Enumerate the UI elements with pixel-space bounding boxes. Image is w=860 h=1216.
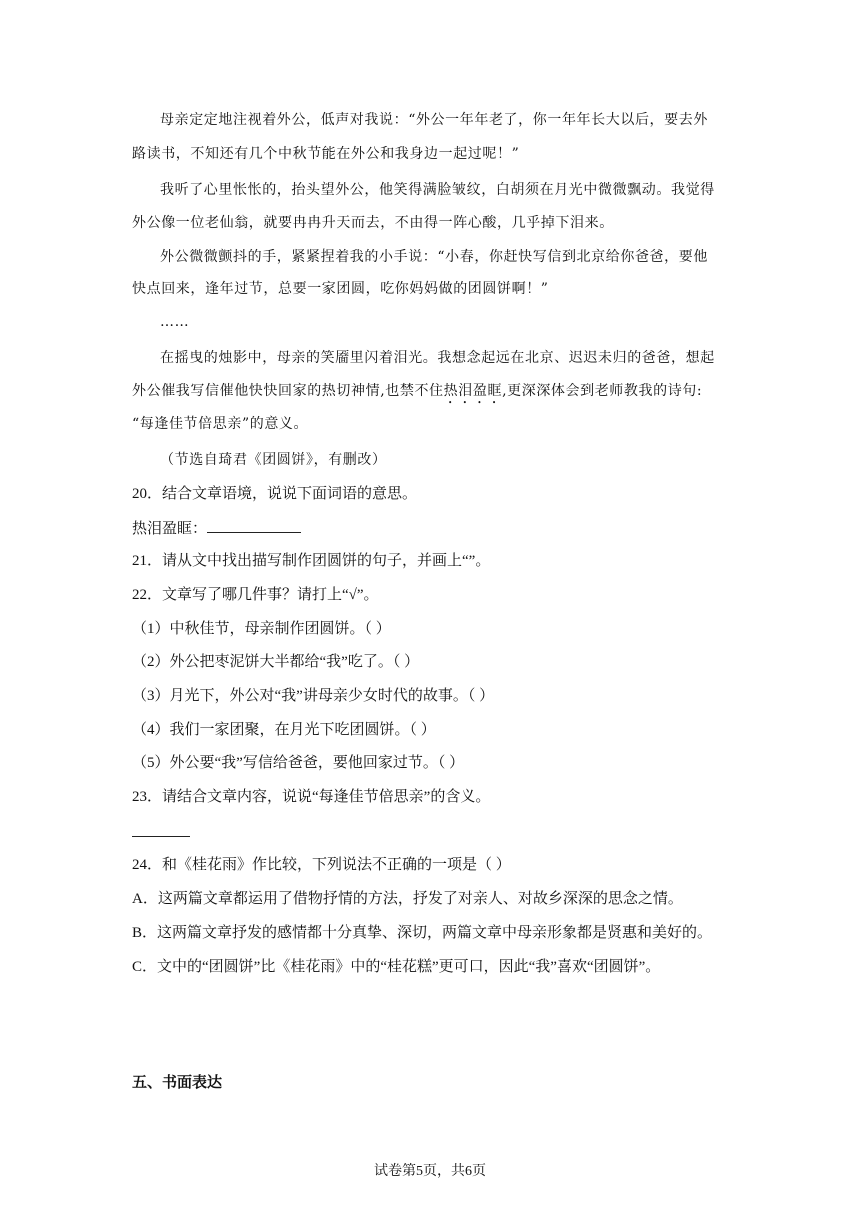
question-23-answer-blank[interactable] [132, 836, 190, 837]
question-23: 23．请结合文章内容，说说“每逢佳节倍思亲”的含义。 [132, 789, 491, 805]
question-21: 21．请从文中找出描写制作团圆饼的句子，并画上“”。 [132, 553, 491, 569]
answer-label: 热泪盈眶： [132, 521, 208, 537]
passage-source: （节选自琦君《团圆饼》，有删改） [160, 452, 387, 468]
passage-text: 外公催我写信催他快快回家的热切神情,也禁不住 [132, 383, 444, 399]
passage-line [132, 381, 702, 407]
question-20: 20．结合文章语境，说说下面词语的意思。 [132, 486, 418, 502]
question-22-item: （5）外公要“我”写信给爸爸，要他回家过节。（ ） [132, 755, 465, 771]
passage-text: ,更深深体会到老师教我的诗句: [502, 383, 703, 399]
option-a: A．这两篇文章都运用了借物抒情的方法，抒发了对亲人、对故乡深深的思念之情。 [132, 891, 683, 907]
passage-line: 快点回来，逢年过节，总要一家团圆，吃你妈妈做的团圆饼啊！” [132, 281, 549, 297]
passage-line: 外公微微颤抖的手，紧紧捏着我的小手说：“小春，你赶快写信到北京给你爸爸，要他 [160, 249, 708, 265]
page-footer: 试卷第5页，共6页 [374, 1164, 486, 1179]
option-c: C．文中的“团圆饼”比《桂花雨》中的“桂花糕”更可口，因此“我”喜欢“团圆饼”。 [132, 959, 661, 975]
question-20-answer [132, 518, 301, 539]
passage-line: 母亲定定地注视着外公，低声对我说：“外公一年年老了，你一年年长大以后，要去外 [160, 112, 708, 128]
passage-line: “每逢佳节倍思亲”的意义。 [132, 416, 309, 432]
passage-line: 在摇曳的烛影中，母亲的笑靥里闪着泪光。我想念起远在北京、迟迟未归的爸爸，想起 [160, 350, 715, 366]
passage-line: 路读书，不知还有几个中秋节能在外公和我身边一起过呢！” [132, 146, 520, 162]
option-b: B．这两篇文章抒发的感情都十分真挚、深切，两篇文章中母亲形象都是贤惠和美好的。 [132, 925, 713, 941]
ellipsis: …… [160, 314, 190, 330]
answer-blank[interactable] [207, 518, 301, 533]
question-22-item: （3）月光下，外公对“我”讲母亲少女时代的故事。（ ） [132, 688, 495, 704]
question-22: 22．文章写了哪几件事？请打上“√”。 [132, 587, 379, 603]
section-heading: 五、书面表达 [132, 1073, 223, 1091]
question-24: 24．和《桂花雨》作比较，下列说法不正确的一项是（ ） [132, 857, 511, 873]
passage-line: 我听了心里怅怅的，抬头望外公，他笑得满脸皱纹，白胡须在月光中微微飘动。我觉得 [160, 182, 715, 198]
question-22-item: （4）我们一家团聚，在月光下吃团圆饼。（ ） [132, 722, 436, 738]
emphasized-phrase: 热泪盈眶 [443, 383, 503, 399]
question-22-item: （1）中秋佳节，母亲制作团圆饼。（ ） [132, 621, 391, 637]
passage-line: 外公像一位老仙翁，就要冉冉升天而去，不由得一阵心酸，几乎掉下泪来。 [132, 215, 614, 231]
question-22-item: （2）外公把枣泥饼大半都给“我”吃了。（ ） [132, 654, 420, 670]
